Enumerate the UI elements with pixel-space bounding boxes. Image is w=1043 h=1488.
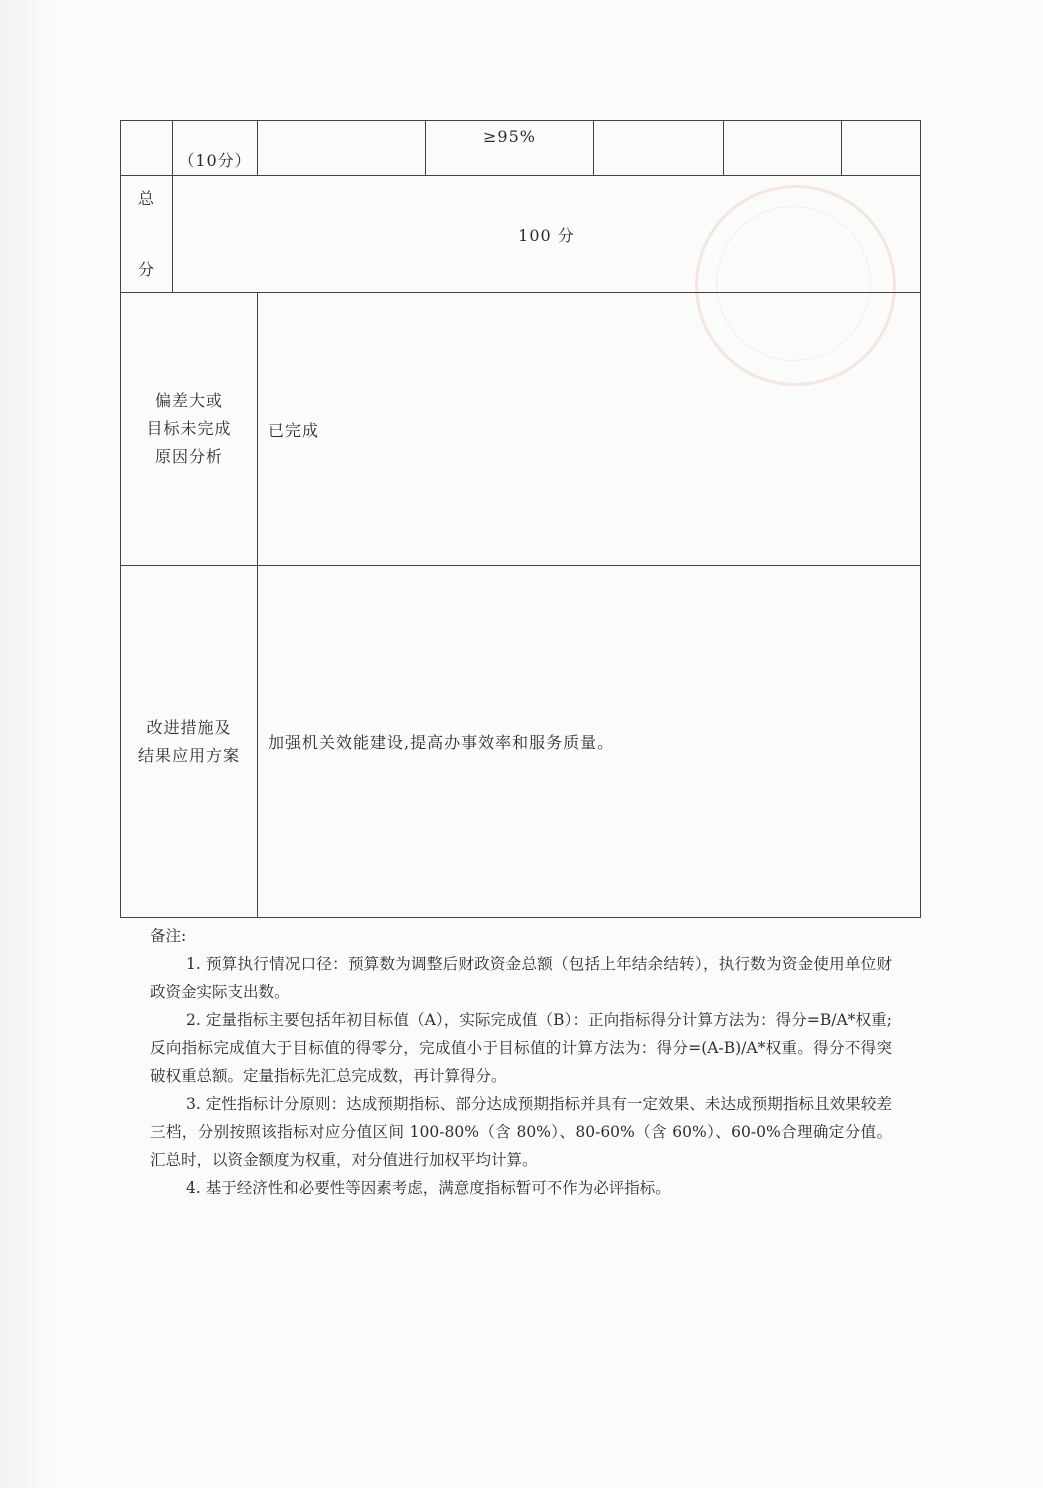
notes-heading: 备注: (150, 927, 187, 945)
cell-target-value: ≥95% (426, 121, 594, 176)
deviation-label-line2: 目标未完成 (146, 419, 232, 438)
total-label-top: 总 (137, 189, 155, 208)
cell-score-weight: （10分） (173, 121, 258, 176)
cell-empty-1 (121, 121, 173, 176)
note-item-4: 4. 基于经济性和必要性等因素考虑，满意度指标暂可不作为必评指标。 (186, 1179, 671, 1197)
table-row-improvement (121, 566, 921, 918)
table-row-indicator (121, 121, 921, 176)
note-item-3: 3. 定性指标计分原则：达成预期指标、部分达成预期指标并具有一定效果、未达成预期指标且效果较差三档，分别按照该指标对应分值区间 100-80%（含 80%）、80-60%（含 60%）、60-0%合理确定分值。汇总时，以资金额度为权重，对分值进行加权平均计算。 (150, 1095, 892, 1169)
cell-improvement-content: 加强机关效能建设,提高办事效率和服务质量。 (258, 566, 921, 918)
deviation-label-line1: 偏差大或 (154, 391, 223, 410)
table-row-total (121, 176, 921, 293)
cell-empty-4 (724, 121, 842, 176)
deviation-label-line3: 原因分析 (154, 447, 223, 466)
cell-deviation-label (121, 293, 258, 566)
cell-improvement-label (121, 566, 258, 918)
total-label-bottom: 分 (137, 259, 155, 279)
improvement-label-line1: 改进措施及 (146, 717, 232, 737)
note-item-1: 1. 预算执行情况口径：预算数为调整后财政资金总额（包括上年结余结转），执行数为资金使用单位财政资金实际支出数。 (150, 955, 892, 1001)
cell-empty-2 (258, 121, 426, 176)
cell-deviation-content: 已完成 (258, 293, 921, 566)
note-item-2: 2. 定量指标主要包括年初目标值（A），实际完成值（B）：正向指标得分计算方法为：得分=B/A*权重;反向指标完成值大于目标值的得零分，完成值小于目标值的计算方法为：得分=(A-B)/A*权重。得分不得突破权重总额。定量指标先汇总完成数，再计算得分。 (150, 1011, 892, 1085)
improvement-label-line2: 结果应用方案 (137, 745, 240, 765)
cell-total-label (121, 176, 173, 293)
cell-empty-5 (842, 121, 921, 176)
cell-total-value: 100 分 (173, 176, 921, 293)
cell-empty-3 (594, 121, 724, 176)
performance-evaluation-table (120, 120, 921, 918)
table-row-deviation (121, 293, 921, 566)
scan-shadow (0, 0, 60, 1488)
notes-section (150, 922, 892, 1202)
